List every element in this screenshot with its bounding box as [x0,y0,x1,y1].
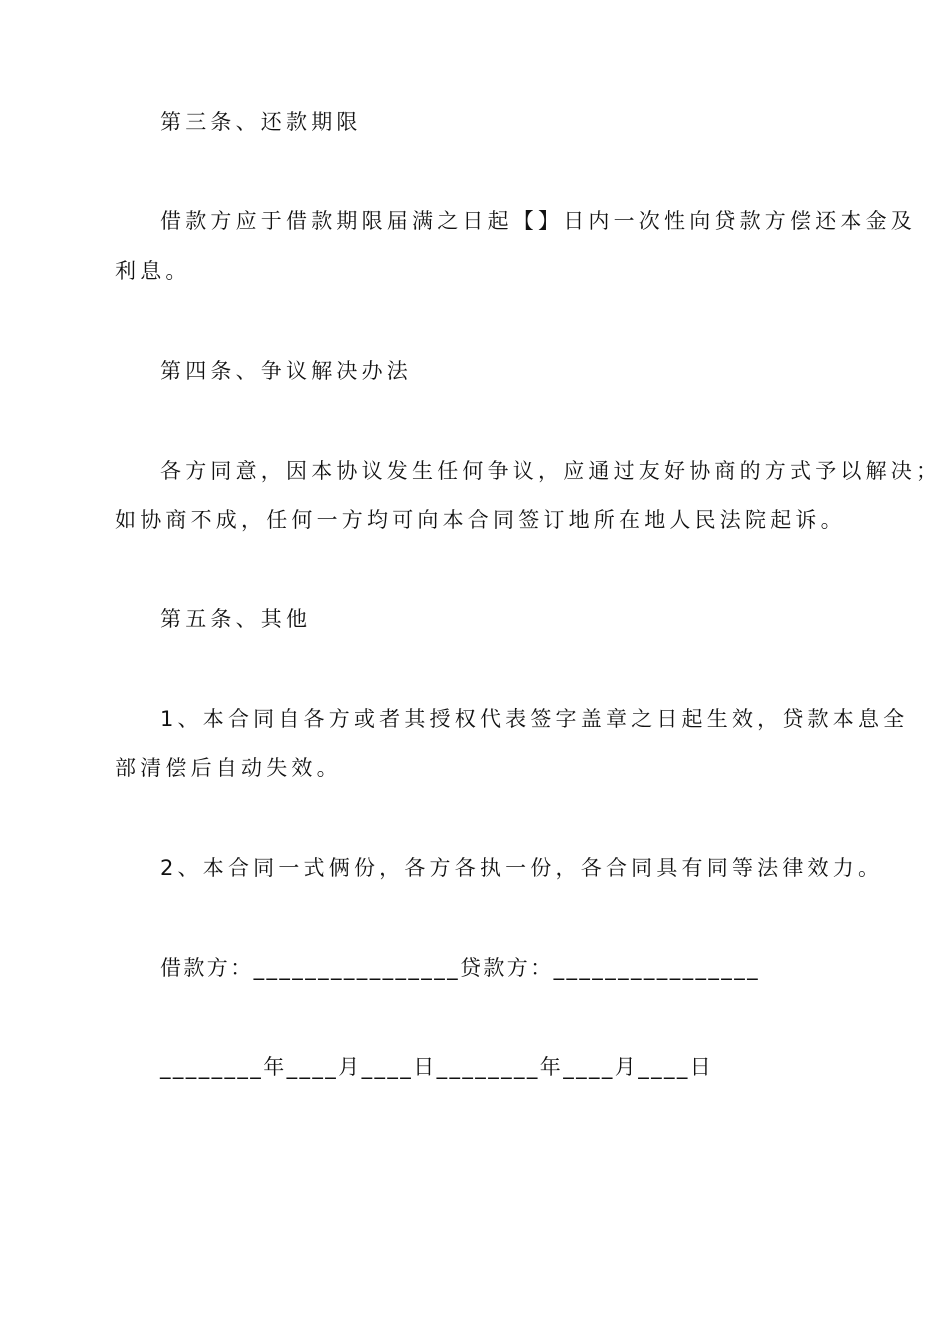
article-4-body-line-2: 如协商不成，任何一方均可向本合同签订地所在地人民法院起诉。 [115,508,846,532]
article-3-title: 第三条、还款期限 [160,110,362,134]
article-4-title: 第四条、争议解决办法 [160,359,412,383]
article-5-item-1-line-2: 部清偿后自动失效。 [115,756,342,780]
article-4-body-line-1: 各方同意，因本协议发生任何争议，应通过友好协商的方式予以解决； [160,459,942,483]
article-5-title: 第五条、其他 [160,607,312,631]
signature-date-line: ________年____月____日________年____月____日 [160,1055,714,1079]
article-5-item-1-line-1: 1、本合同自各方或者其授权代表签字盖章之日起生效，贷款本息全 [160,707,909,731]
article-5-item-2: 2、本合同一式俩份，各方各执一份，各合同具有同等法律效力。 [160,856,884,880]
article-3-body-line-1: 借款方应于借款期限届满之日起【】日内一次性向贷款方偿还本金及 [160,209,916,233]
signature-parties-line: 借款方：________________贷款方：________________ [160,956,760,980]
article-3-body-line-2: 利息。 [115,259,191,283]
